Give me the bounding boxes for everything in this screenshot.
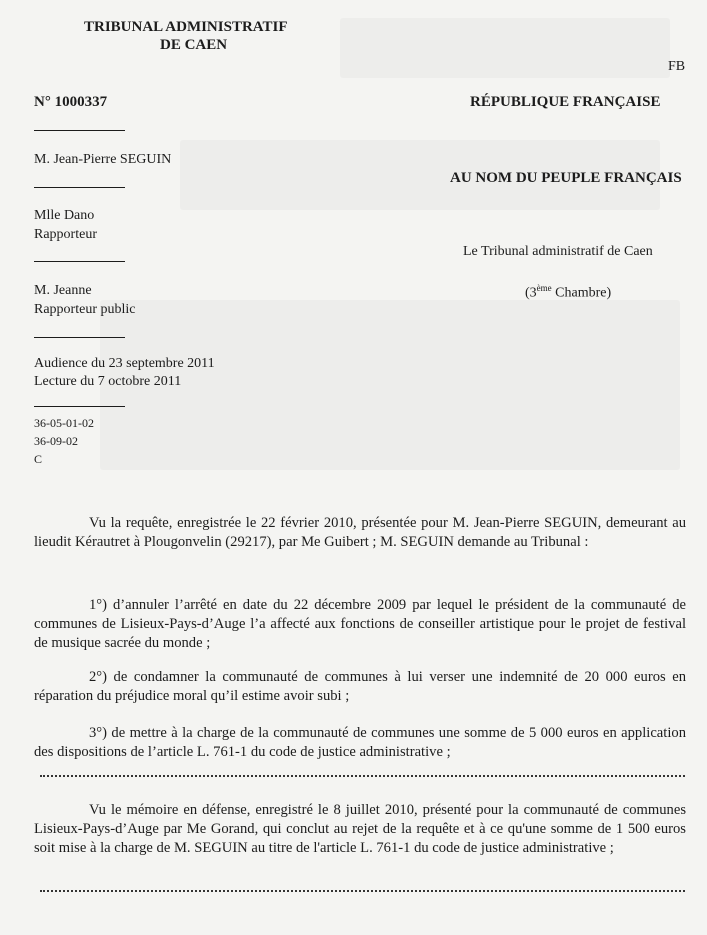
tribunal-name: Le Tribunal administratif de Caen: [463, 244, 653, 259]
public-rapporteur-title: Rapporteur public: [34, 302, 136, 317]
people-heading: AU NOM DU PEUPLE FRANÇAIS: [450, 170, 682, 186]
classification-code: 36-05-01-02: [34, 416, 94, 430]
court-name-line1: TRIBUNAL ADMINISTRATIF: [84, 19, 288, 35]
republic-heading: RÉPUBLIQUE FRANÇAISE: [470, 94, 661, 110]
initials-mark: FB: [668, 59, 686, 74]
bleed-through-top: [340, 18, 670, 78]
party-name: M. Jean-Pierre SEGUIN: [34, 152, 172, 167]
public-rapporteur-name: M. Jeanne: [34, 283, 92, 298]
court-name-line2: DE CAEN: [160, 37, 228, 53]
reading-date: Lecture du 7 octobre 2011: [34, 374, 182, 389]
dotted-separator: [40, 775, 685, 777]
separator-rule: [34, 187, 125, 188]
classification-code: 36-09-02: [34, 434, 78, 448]
paragraph-claim-2: 2°) de condamner la communauté de communes à lui verser une indemnité de 20 000 euros en réparation du préjudice moral qu’il estime avoir subi ;: [34, 669, 686, 704]
case-number: N° 1000337: [34, 94, 108, 110]
dotted-separator: [40, 890, 685, 892]
paragraph-claim-1: 1°) d’annuler l’arrêté en date du 22 décembre 2009 par lequel le président de la communauté de communes de Lisieux-Pays-d’Auge l’a affecté aux fonctions de conseiller artistique pour le projet de festival de musique sacrée du monde ;: [34, 597, 686, 651]
hearing-date: Audience du 23 septembre 2011: [34, 356, 215, 371]
paragraph-request: Vu la requête, enregistrée le 22 février 2010, présentée pour M. Jean-Pierre SEGUIN, demeurant au lieudit Kérautret à Plougonvelin (29217), par Me Guibert ; M. SEGUIN demande au Tribunal :: [34, 515, 686, 550]
bleed-through-lower: [100, 300, 680, 470]
separator-rule: [34, 261, 125, 262]
paragraph-defense: Vu le mémoire en défense, enregistré le 8 juillet 2010, présenté pour la communauté de communes Lisieux-Pays-d’Auge par Me Gorand, qui conclut au rejet de la requête et à ce qu'une somme de 1 500 euros soit mise à la charge de M. SEGUIN au titre de l'article L. 761-1 du code de justice administrative ;: [34, 802, 686, 856]
separator-rule: [34, 130, 125, 131]
separator-rule: [34, 406, 125, 407]
classification-code: C: [34, 452, 43, 466]
rapporteur-title: Rapporteur: [34, 227, 97, 242]
rapporteur-name: Mlle Dano: [34, 208, 95, 223]
paragraph-claim-3: 3°) de mettre à la charge de la communauté de communes une somme de 5 000 euros en application des dispositions de l’article L. 761-1 du code de justice administrative ;: [34, 725, 686, 760]
separator-rule: [34, 337, 125, 338]
chamber-label: (3ème Chambre): [525, 283, 612, 301]
